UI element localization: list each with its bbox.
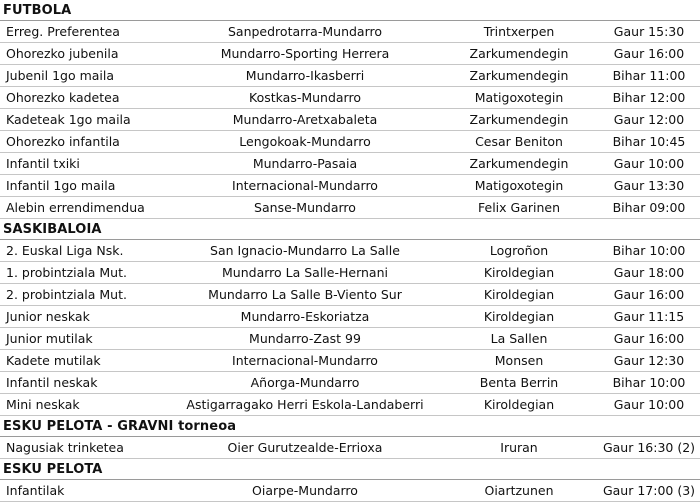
match-cell: San Ignacio-Mundarro La Salle [210,243,400,258]
match-cell: Sanse-Mundarro [254,200,356,215]
category-cell: Infantil 1go maila [6,178,116,193]
category-cell: Infantil txiki [6,156,80,171]
venue-cell: Zarkumendegin [469,112,569,127]
time-cell: Gaur 16:00 [613,331,685,346]
match-cell: Astigarragako Herri Eskola-Landaberri [186,397,424,412]
match-cell: Kostkas-Mundarro [249,90,361,105]
section-title: ESKU PELOTA - GRAVNI torneoa [0,416,700,437]
time-cell: Bihar 11:00 [612,68,686,83]
venue-cell: Zarkumendegin [469,156,569,171]
match-cell: Oier Gurutzealde-Errioxa [227,440,383,455]
category-cell: Erreg. Preferentea [6,24,120,39]
time-cell: Gaur 12:30 [613,353,685,368]
match-cell: Mundarro-Eskoriatza [240,309,370,324]
table-row [0,21,700,43]
category-cell: Kadete mutilak [6,353,101,368]
table-row [0,153,700,175]
time-cell: Bihar 10:00 [612,375,686,390]
match-cell: Internacional-Mundarro [232,353,378,368]
match-cell: Mundarro La Salle B-Viento Sur [208,287,402,302]
venue-cell: Kiroldegian [483,309,555,324]
match-cell: Mundarro-Aretxabaleta [232,112,378,127]
venue-cell: Iruran [500,440,538,455]
venue-cell: Kiroldegian [483,397,555,412]
table-row [0,131,700,153]
category-cell: 1. probintziala Mut. [6,265,127,280]
table-row [0,437,700,459]
time-cell: Gaur 16:30 (2) [602,440,696,455]
table-row [0,87,700,109]
table-row [0,197,700,219]
venue-cell: Oiartzunen [484,483,554,498]
table-row [0,262,700,284]
venue-cell: Benta Berrin [479,375,559,390]
time-cell: Gaur 16:00 [613,46,685,61]
venue-cell: Kiroldegian [483,265,555,280]
table-row [0,240,700,262]
match-cell: Mundarro La Salle-Hernani [222,265,388,280]
venue-cell: La Sallen [490,331,548,346]
time-cell: Gaur 16:00 [613,287,685,302]
venue-cell: Matigoxotegin [474,178,564,193]
category-cell: 2. probintziala Mut. [6,287,127,302]
category-cell: Junior mutilak [6,331,93,346]
venue-cell: Matigoxotegin [474,90,564,105]
time-cell: Gaur 11:15 [613,309,685,324]
time-cell: Bihar 09:00 [612,200,686,215]
match-cell: Internacional-Mundarro [232,178,378,193]
time-cell: Bihar 10:00 [612,243,686,258]
venue-cell: Felix Garinen [477,200,561,215]
table-row [0,43,700,65]
category-cell: Ohorezko infantila [6,134,120,149]
category-cell: Ohorezko kadetea [6,90,120,105]
category-cell: Jubenil 1go maila [6,68,115,83]
table-row [0,394,700,416]
table-row [0,372,700,394]
venue-cell: Logroñon [489,243,549,258]
time-cell: Gaur 15:30 [613,24,685,39]
table-row [0,480,700,502]
match-cell: Mundarro-Sporting Herrera [220,46,390,61]
category-cell: Infantil neskak [6,375,98,390]
category-cell: Nagusiak trinketea [6,440,124,455]
venue-cell: Cesar Beniton [475,134,563,149]
match-cell: Mundarro-Pasaia [252,156,358,171]
section-title: ESKU PELOTA [0,459,700,480]
category-cell: Infantilak [6,483,65,498]
table-row [0,328,700,350]
match-cell: Añorga-Mundarro [250,375,360,390]
table-row [0,65,700,87]
match-cell: Mundarro-Zast 99 [249,331,361,346]
time-cell: Gaur 18:00 [613,265,685,280]
venue-cell: Kiroldegian [483,287,555,302]
category-cell: Kadeteak 1go maila [6,112,131,127]
time-cell: Gaur 17:00 (3) [602,483,696,498]
match-cell: Lengokoak-Mundarro [239,134,371,149]
category-cell: Ohorezko jubenila [6,46,119,61]
table-row [0,284,700,306]
category-cell: Alebin errendimendua [6,200,145,215]
venue-cell: Trintxerpen [483,24,555,39]
table-row [0,109,700,131]
time-cell: Gaur 12:00 [613,112,685,127]
table-row [0,175,700,197]
venue-cell: Monsen [494,353,544,368]
venue-cell: Zarkumendegin [469,68,569,83]
time-cell: Gaur 10:00 [613,156,685,171]
venue-cell: Zarkumendegin [469,46,569,61]
category-cell: Mini neskak [6,397,80,412]
category-cell: Junior neskak [6,309,90,324]
match-cell: Oiarpe-Mundarro [252,483,358,498]
time-cell: Gaur 13:30 [613,178,685,193]
category-cell: 2. Euskal Liga Nsk. [6,243,124,258]
section-title: SASKIBALOIA [0,219,700,240]
match-cell: Sanpedrotarra-Mundarro [227,24,383,39]
section-title: FUTBOLA [0,0,700,21]
table-row [0,306,700,328]
match-cell: Mundarro-Ikasberri [245,68,365,83]
table-row [0,350,700,372]
time-cell: Gaur 10:00 [613,397,685,412]
time-cell: Bihar 10:45 [612,134,686,149]
time-cell: Bihar 12:00 [612,90,686,105]
